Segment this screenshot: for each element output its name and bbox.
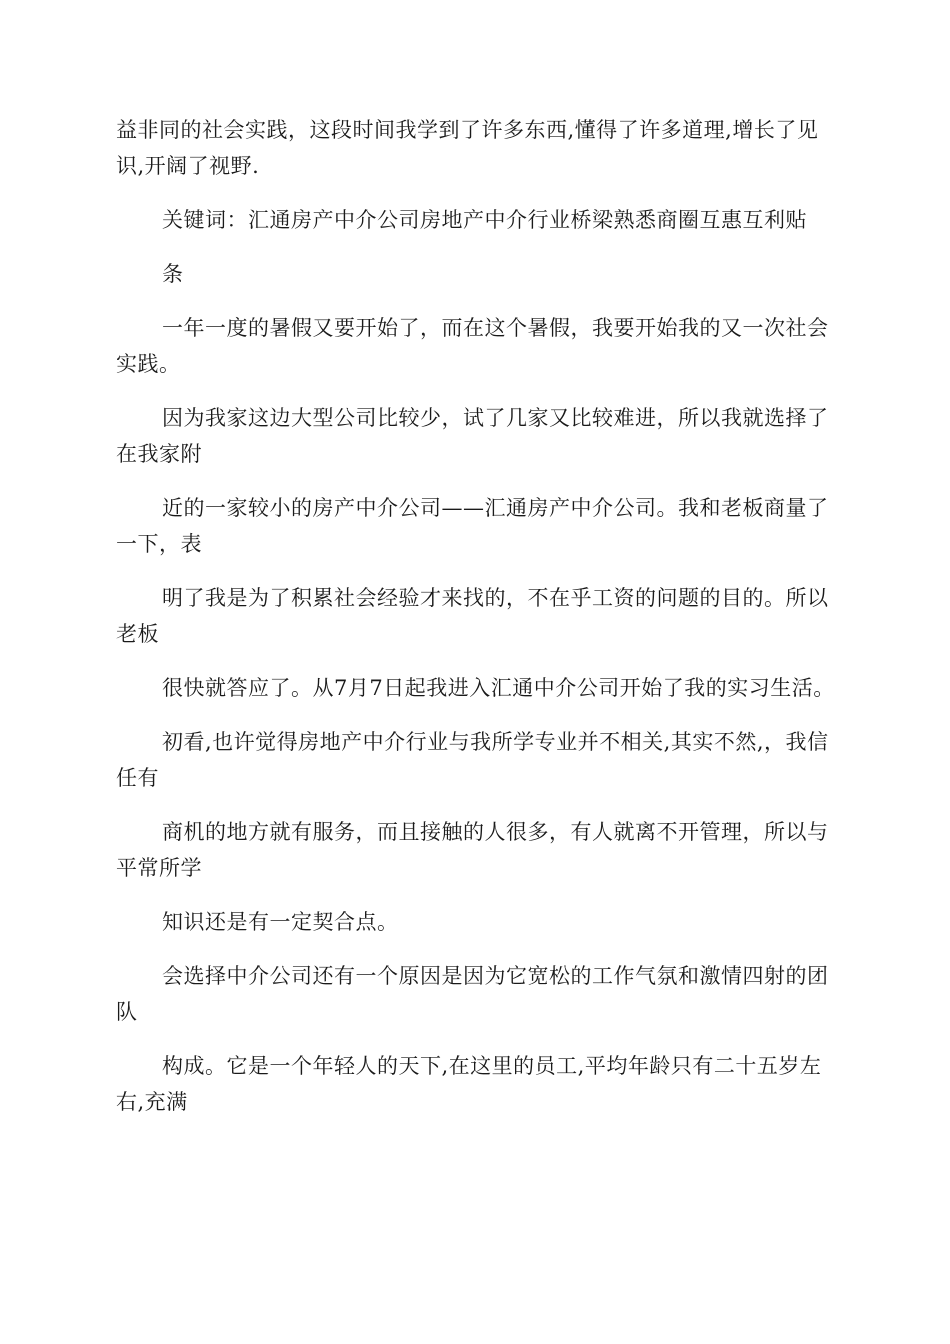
paragraph-9: 初看,也许觉得房地产中介行业与我所学专业并不相关,其实不然,，我信任有 [116, 730, 829, 790]
paragraph-13: 构成。它是一个年轻人的天下,在这里的员工,平均年龄只有二十五岁左右,充满 [116, 1054, 822, 1114]
paragraph-1: 益非同的社会实践，这段时间我学到了许多东西,懂得了许多道理,增长了见识,开阔了视野. [116, 118, 819, 178]
paragraph-12: 会选择中介公司还有一个原因是因为它宽松的工作气氛和激情四射的团队 [116, 964, 829, 1024]
paragraph-6: 近的一家较小的房产中介公司——汇通房产中介公司。我和老板商量了一下，表 [116, 496, 829, 556]
paragraph-4: 一年一度的暑假又要开始了，而在这个暑假，我要开始我的又一次社会实践。 [116, 316, 829, 376]
paragraph-keywords: 关键词：汇通房产中介公司房地产中介行业桥梁熟悉商圈互惠互利贴 [162, 208, 807, 232]
paragraph-11: 知识还是有一定契合点。 [162, 910, 399, 934]
paragraph-5: 因为我家这边大型公司比较少，试了几家又比较难进，所以我就选择了在我家附 [116, 406, 829, 466]
document-body [116, 112, 836, 1138]
paragraph-10: 商机的地方就有服务，而且接触的人很多，有人就离不开管理，所以与平常所学 [116, 820, 829, 880]
paragraph-8: 很快就答应了。从7月7日起我进入汇通中介公司开始了我的实习生活。 [162, 676, 835, 700]
paragraph-7: 明了我是为了积累社会经验才来找的，不在乎工资的问题的目的。所以老板 [116, 586, 829, 646]
paragraph-3: 条 [162, 262, 184, 286]
